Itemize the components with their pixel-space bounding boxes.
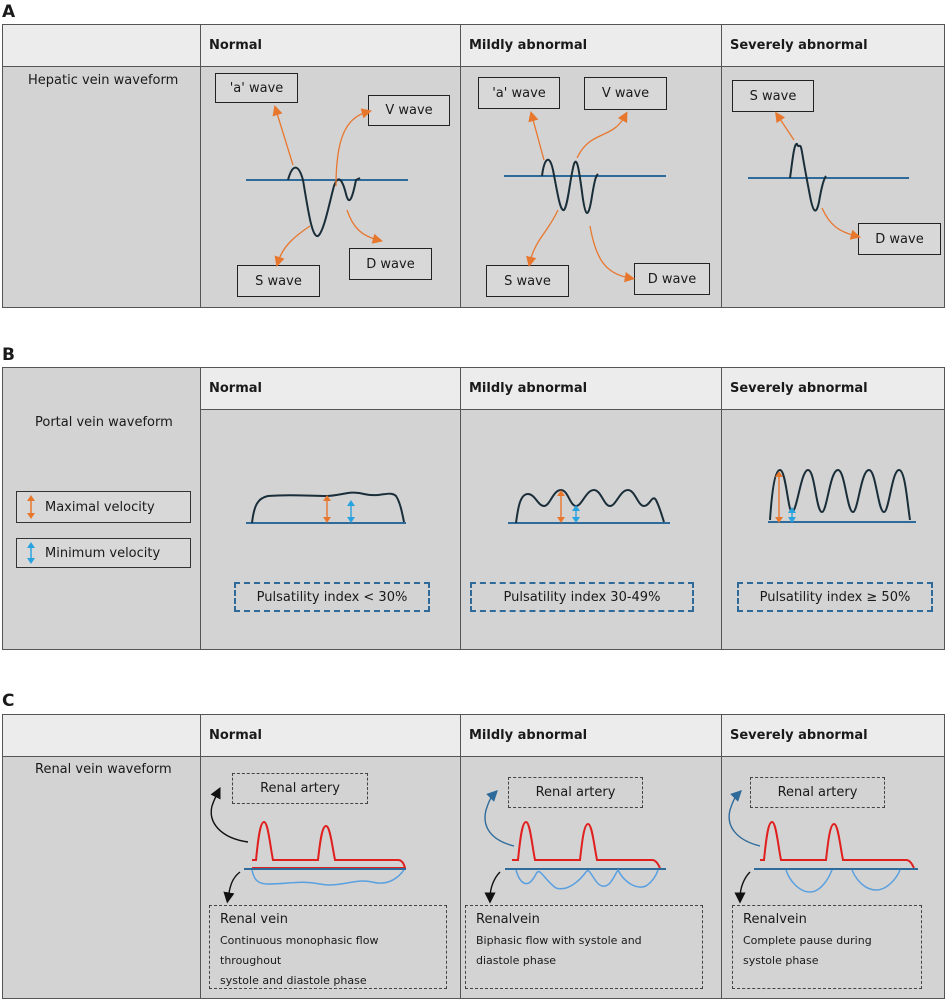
header-severe-label: Severely abnormal (730, 728, 868, 743)
mild-desc-line1: Biphasic flow with systole and (476, 934, 642, 947)
panel-b-header-mild (461, 368, 722, 410)
renal-row-label: Renal vein waveform (35, 762, 172, 777)
header-mild-label: Mildly abnormal (469, 381, 588, 396)
panel-a-header-blank (3, 25, 201, 67)
panel-c-header-blank (3, 715, 201, 757)
normal-renal-vein-desc (220, 931, 436, 991)
severe-renal-vein-title: Renalvein (743, 912, 807, 927)
mild-renal-vein-desc (476, 931, 692, 971)
severe-desc-line1: Complete pause during (743, 934, 872, 947)
normal-renal-vein-box (209, 905, 447, 989)
normal-renal-vein-title: Renal vein (220, 912, 288, 927)
portal-row-label: Portal vein waveform (35, 415, 173, 430)
orange-arrow-icon (17, 492, 45, 522)
pi-mild-box: Pulsatility index 30-49% (470, 582, 694, 612)
panel-b-header-severe (722, 368, 944, 410)
panel-a-col0 (3, 67, 201, 307)
mild-v-wave-label: V wave (584, 77, 667, 110)
normal-desc-line2: systole and diastole phase (220, 974, 367, 987)
normal-a-wave-label: 'a' wave (215, 73, 298, 103)
normal-renal-artery-label: Renal artery (232, 773, 368, 804)
pi-normal-box: Pulsatility index < 30% (234, 582, 430, 612)
header-mild-label: Mildly abnormal (469, 38, 588, 53)
mild-desc-line2: diastole phase (476, 954, 557, 967)
panel-a-letter: A (2, 2, 16, 22)
panel-b-letter: B (2, 345, 15, 365)
hepatic-row-label: Hepatic vein waveform (28, 73, 179, 88)
severe-d-wave-label: D wave (858, 223, 941, 255)
pi-severe-box: Pulsatility index ≥ 50% (737, 582, 933, 612)
header-severe-label: Severely abnormal (730, 381, 868, 396)
panel-b-header-normal (201, 368, 461, 410)
mild-s-wave-label: S wave (486, 265, 569, 297)
header-normal-label: Normal (209, 728, 262, 743)
normal-d-wave-label: D wave (349, 248, 432, 280)
legend-maximal-velocity (16, 491, 191, 523)
mild-d-wave-label: D wave (634, 263, 710, 295)
normal-desc-line1: Continuous monophasic flow throughout (220, 934, 379, 967)
panel-a-header-mild (461, 25, 722, 67)
mild-renal-vein-title: Renalvein (476, 912, 540, 927)
panel-c-header-normal (201, 715, 461, 757)
panel-a-header-normal (201, 25, 461, 67)
panel-c-header-severe (722, 715, 944, 757)
normal-s-wave-label: S wave (237, 265, 320, 297)
blue-arrow-icon (17, 539, 45, 567)
panel-c-col0 (3, 757, 201, 998)
severe-desc-line2: systole phase (743, 954, 819, 967)
severe-s-wave-label: S wave (732, 80, 814, 112)
panel-c-header-mild (461, 715, 722, 757)
header-mild-label: Mildly abnormal (469, 728, 588, 743)
panel-a-header-severe (722, 25, 944, 67)
legend-min-text: Minimum velocity (45, 545, 161, 561)
severe-renal-vein-box (732, 905, 922, 989)
mild-a-wave-label: 'a' wave (478, 77, 560, 109)
legend-minimum-velocity (16, 538, 191, 568)
mild-renal-vein-box (465, 905, 703, 989)
panel-c-letter: C (2, 691, 15, 711)
panel-b-col2 (461, 410, 722, 649)
header-normal-label: Normal (209, 381, 262, 396)
mild-renal-artery-label: Renal artery (508, 777, 643, 808)
header-normal-label: Normal (209, 38, 262, 53)
header-severe-label: Severely abnormal (730, 38, 868, 53)
normal-v-wave-label: V wave (368, 95, 450, 126)
panel-a (2, 24, 945, 308)
severe-renal-artery-label: Renal artery (750, 777, 885, 808)
panel-b-col1 (201, 410, 461, 649)
severe-renal-vein-desc (743, 931, 911, 971)
legend-max-text: Maximal velocity (45, 499, 155, 515)
